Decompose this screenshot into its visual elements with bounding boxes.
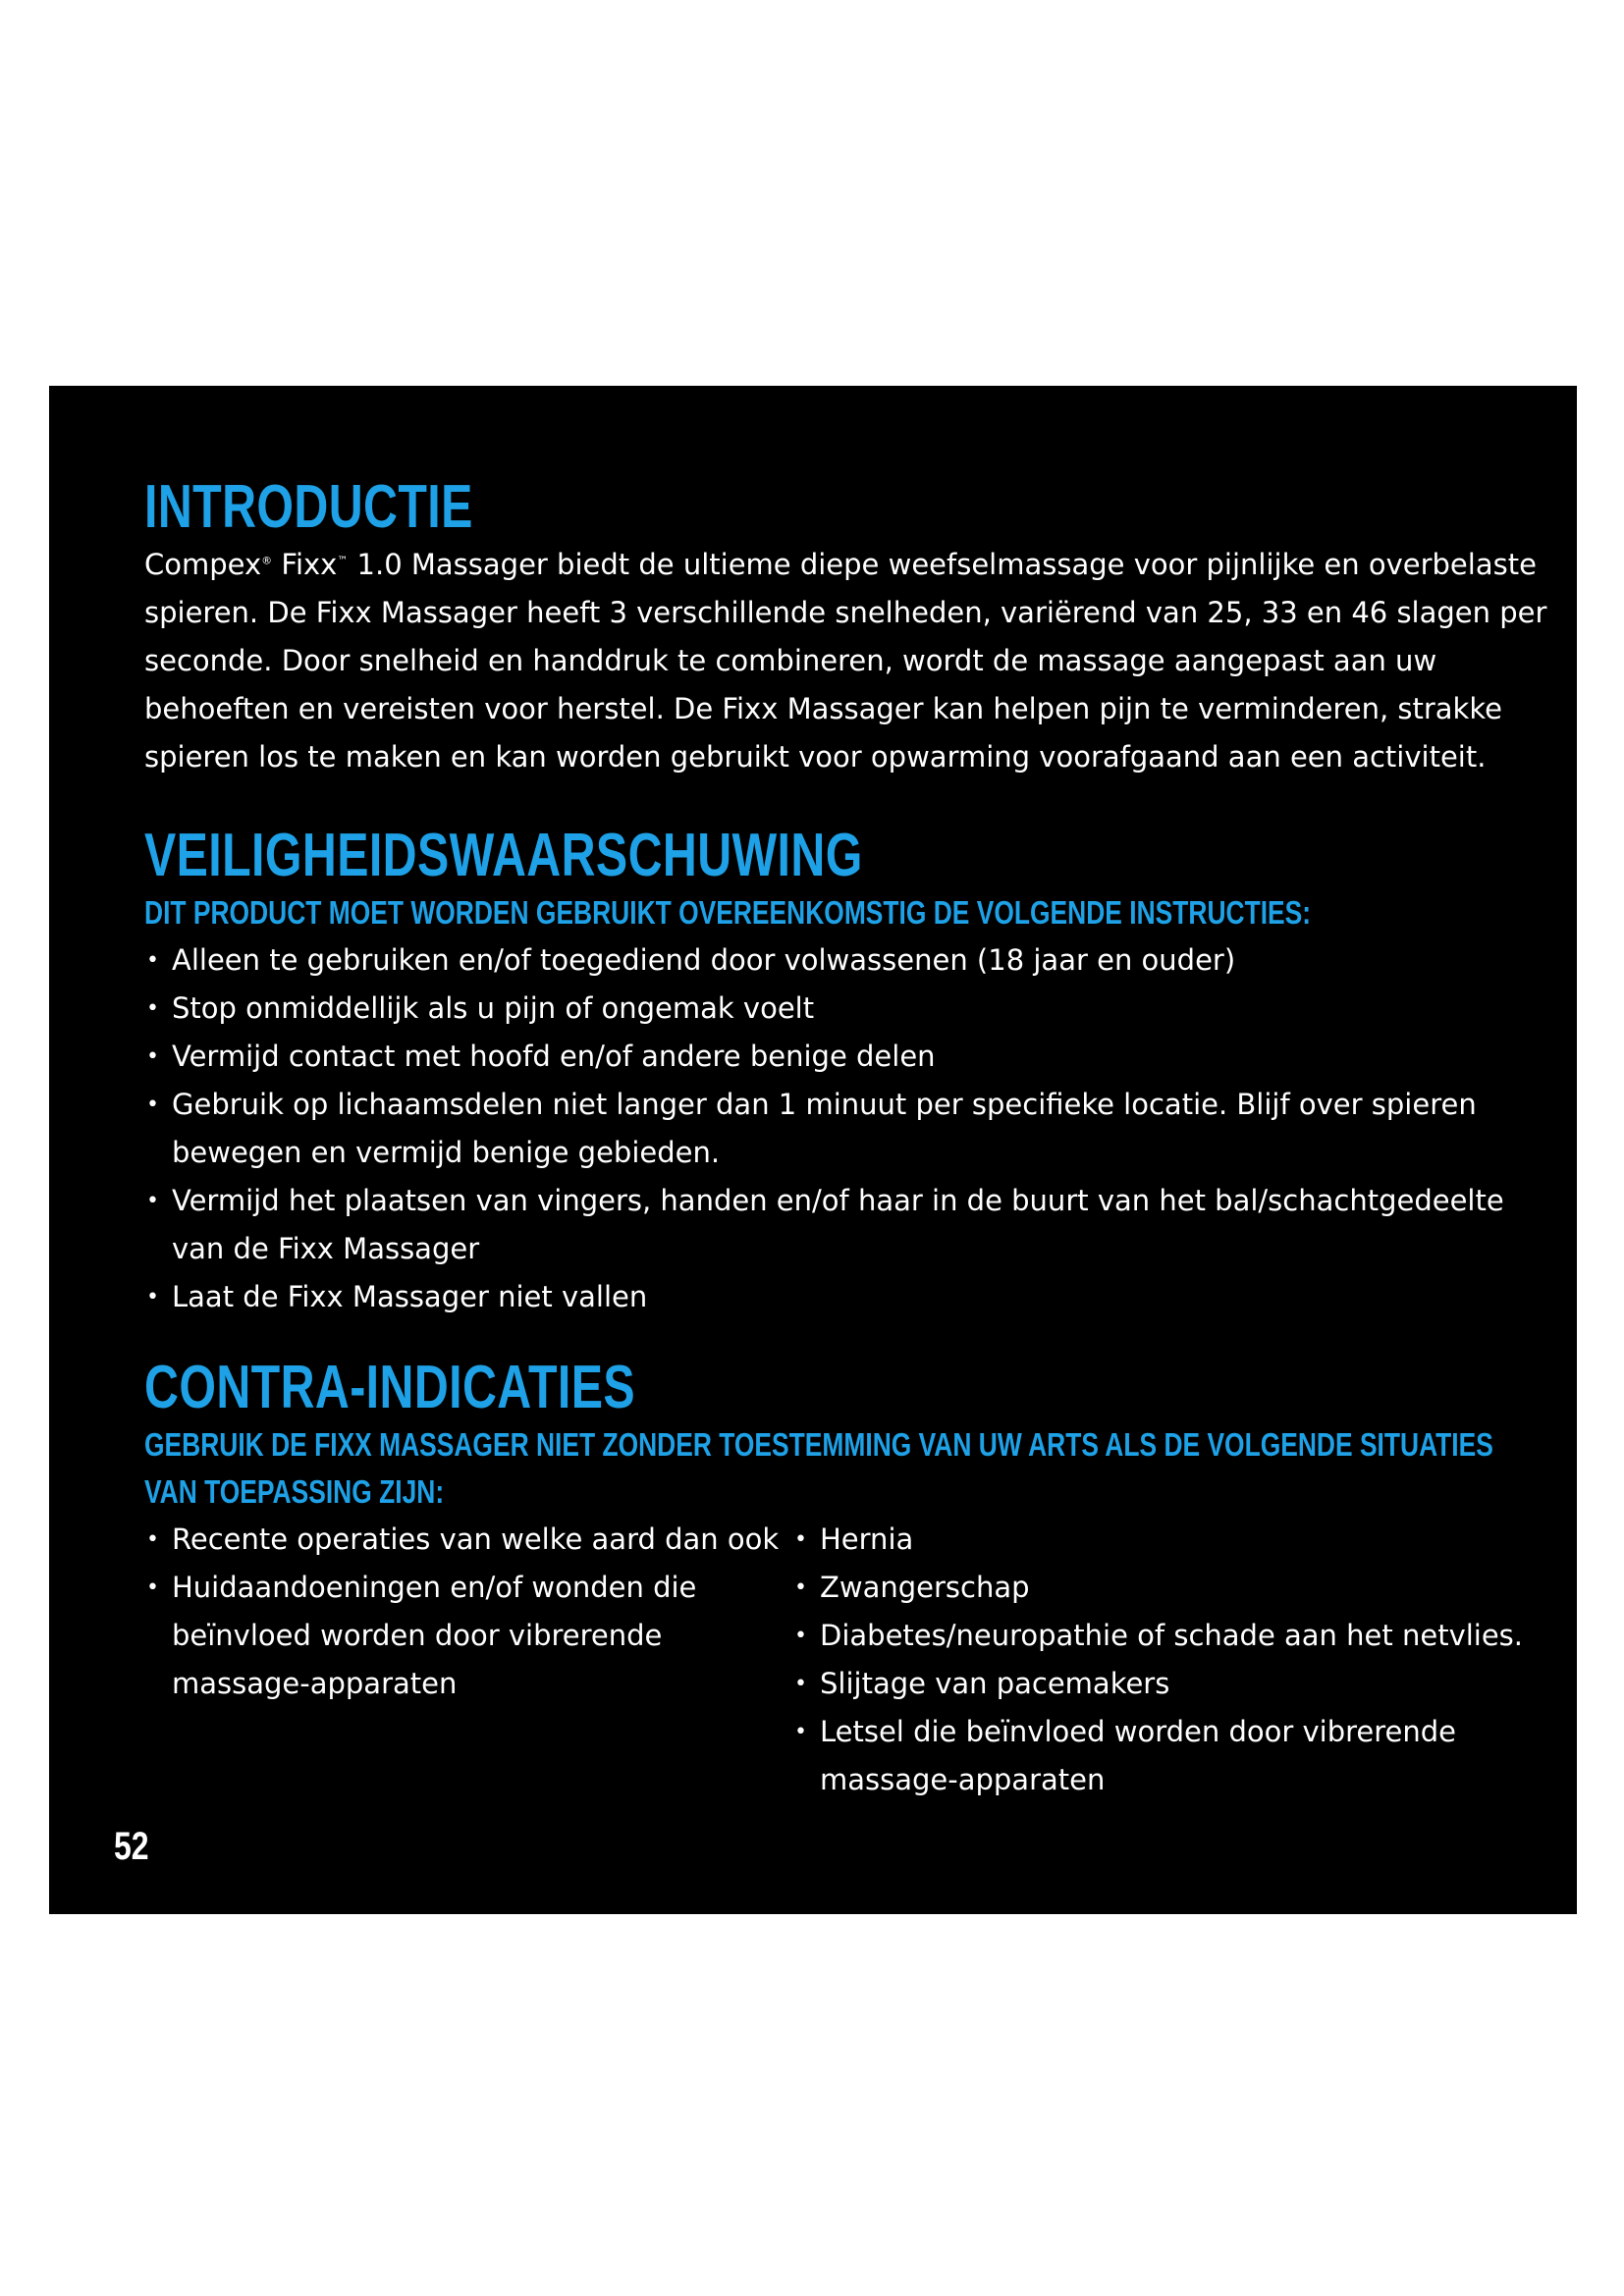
bullet-icon: •	[146, 1093, 159, 1117]
safety-list	[144, 936, 1548, 1321]
list-item: • Letsel die beïnvloed worden door vibrerende massage-apparaten	[792, 1708, 1539, 1804]
list-item: • Hernia	[792, 1516, 1539, 1564]
bullet-icon: •	[146, 948, 159, 973]
product-name: Fixx	[281, 548, 338, 581]
bullet-icon: •	[146, 996, 159, 1021]
bullet-icon: •	[146, 1189, 159, 1213]
bullet-icon: •	[794, 1575, 807, 1600]
safety-heading: VEILIGHEIDSWAARSCHUWING	[144, 822, 863, 889]
list-item: • Stop onmiddellijk als u pijn of ongemak voelt	[144, 985, 1548, 1033]
list-item: • Recente operaties van welke aard dan ook	[144, 1516, 792, 1564]
safety-section	[144, 823, 1548, 1321]
bullet-icon: •	[794, 1527, 807, 1552]
bullet-icon: •	[146, 1575, 159, 1600]
list-item: • Vermijd het plaatsen van vingers, handen en/of haar in de buurt van het bal/schachtgedeelte van de Fixx Massager	[144, 1177, 1548, 1273]
contra-heading: CONTRA-INDICATIES	[144, 1354, 636, 1421]
bullet-icon: •	[794, 1624, 807, 1648]
list-item: • Gebruik op lichaamsdelen niet langer dan 1 minuut per specifieke locatie. Blijf over spieren bewegen en vermijd benige gebieden.	[144, 1081, 1548, 1177]
list-item: • Vermijd contact met hoofd en/of andere benige delen	[144, 1033, 1548, 1081]
bullet-icon: •	[146, 1285, 159, 1309]
contra-subheading: GEBRUIK DE FIXX MASSAGER NIET ZONDER TOESTEMMING VAN UW ARTS ALS DE VOLGENDE SITUATIES VAN TOEPASSING ZIJN:	[144, 1426, 1493, 1510]
page-number: 52	[114, 1825, 149, 1868]
list-item: • Alleen te gebruiken en/of toegediend door volwassenen (18 jaar en ouder)	[144, 936, 1548, 985]
brand-name: Compex	[144, 548, 262, 581]
contra-section	[144, 1355, 1548, 1804]
content-panel	[49, 386, 1577, 1914]
bullet-icon: •	[146, 1527, 159, 1552]
list-item: • Diabetes/neuropathie of schade aan het netvlies.	[792, 1612, 1539, 1660]
registered-mark: ®	[261, 554, 273, 567]
bullet-icon: •	[146, 1044, 159, 1069]
list-item: • Slijtage van pacemakers	[792, 1660, 1539, 1708]
safety-subheading: DIT PRODUCT MOET WORDEN GEBRUIKT OVEREENKOMSTIG DE VOLGENDE INSTRUCTIES:	[144, 894, 1312, 931]
intro-section	[144, 474, 1548, 781]
bullet-icon: •	[794, 1720, 807, 1744]
list-item: • Laat de Fixx Massager niet vallen	[144, 1273, 1548, 1321]
list-item: • Zwangerschap	[792, 1564, 1539, 1612]
list-item: • Huidaandoeningen en/of wonden die beïnvloed worden door vibrerende massage-apparaten	[144, 1564, 792, 1708]
intro-heading: INTRODUCTIE	[144, 473, 473, 541]
contra-list-left	[144, 1516, 792, 1804]
content-column	[144, 474, 1548, 1804]
intro-paragraph	[144, 541, 1548, 781]
intro-paragraph-text: 1.0 Massager biedt de ultieme diepe weefselmassage voor pijnlijke en overbelaste spieren. De Fixx Massager heeft 3 verschillende snelheden, variërend van 25, 33 en 46 slagen per seconde. Door snelheid en handdruk te combineren, wordt de massage aangepast aan uw behoeften en vereisten voor herstel. De Fixx Massager kan helpen pijn te verminderen, strakke spieren los te maken en kan worden gebruikt voor opwarming voorafgaand aan een activiteit.	[144, 548, 1547, 774]
contra-columns	[144, 1516, 1548, 1804]
contra-list-right	[792, 1516, 1539, 1804]
trademark-mark: ™	[337, 554, 349, 567]
bullet-icon: •	[794, 1672, 807, 1696]
